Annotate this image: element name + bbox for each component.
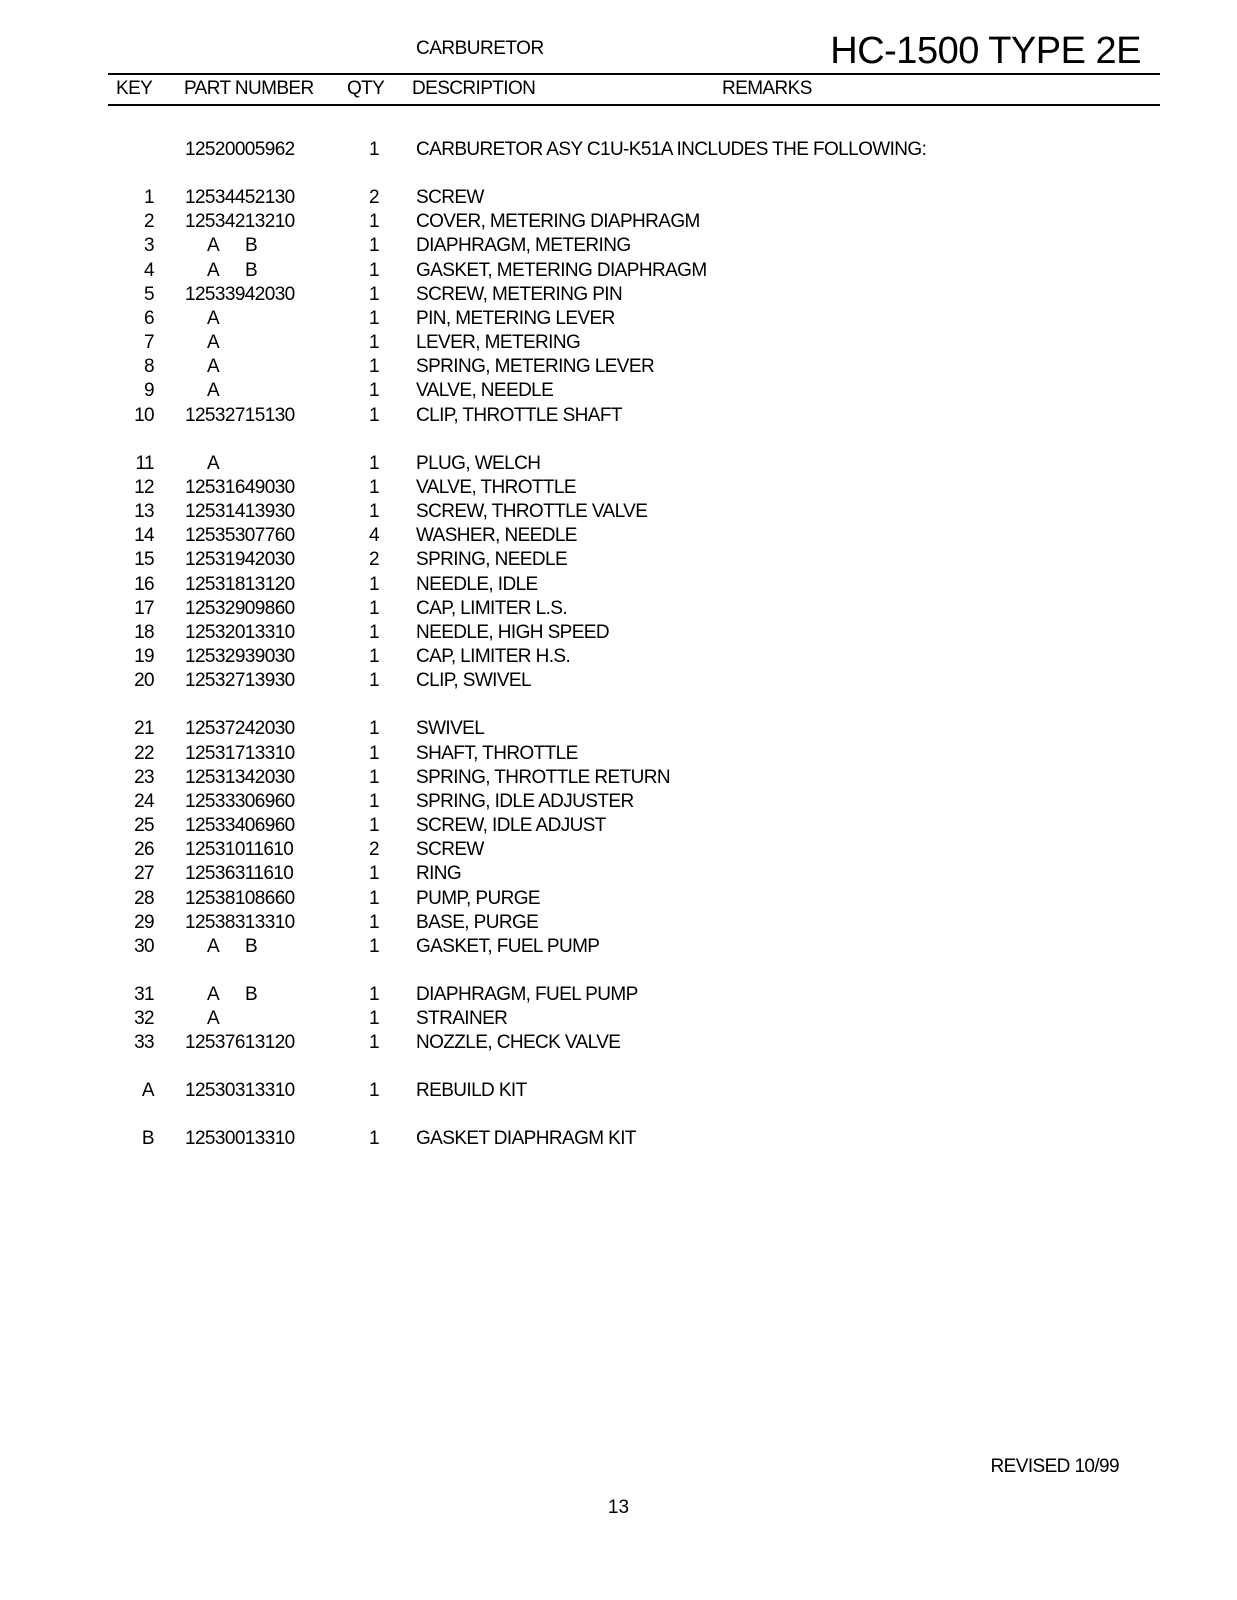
row-description: SPRING, THROTTLE RETURN <box>416 766 670 788</box>
header-top-rule <box>108 73 1160 75</box>
table-row <box>0 862 1237 886</box>
row-description: SHAFT, THROTTLE <box>416 742 578 764</box>
row-key: 1 <box>144 186 154 208</box>
row-kit-b-marker: B <box>245 259 258 281</box>
row-qty: 1 <box>369 573 379 595</box>
row-qty: 1 <box>369 139 379 160</box>
table-row <box>0 669 1237 693</box>
table-row <box>0 404 1237 428</box>
table-row <box>0 476 1237 500</box>
row-key: A <box>141 1080 154 1102</box>
row-description: SPRING, NEEDLE <box>416 549 568 571</box>
row-description: RING <box>416 863 462 885</box>
row-kit-b-marker: B <box>245 235 258 257</box>
row-key: 8 <box>144 356 154 378</box>
row-description: SPRING, IDLE ADJUSTER <box>416 790 634 812</box>
row-key: 30 <box>134 936 154 958</box>
row-description: CLIP, THROTTLE SHAFT <box>416 404 622 426</box>
row-part-number: 12534213210 <box>185 211 295 233</box>
row-key: 14 <box>134 525 154 547</box>
row-qty: 1 <box>369 984 379 1005</box>
row-key: 3 <box>144 235 154 257</box>
row-description: SCREW, THROTTLE VALVE <box>416 501 648 523</box>
row-part-number: 12538108660 <box>185 887 295 909</box>
row-kit-a-marker: A <box>207 936 220 958</box>
row-description: VALVE, THROTTLE <box>416 476 576 498</box>
table-row <box>0 621 1237 645</box>
row-description: CLIP, SWIVEL <box>416 670 531 692</box>
row-qty: 1 <box>369 356 379 378</box>
table-row <box>0 1127 1237 1151</box>
row-qty: 1 <box>369 404 379 426</box>
table-header <box>0 78 1237 100</box>
row-key: 6 <box>144 307 154 329</box>
row-qty: 1 <box>369 766 379 788</box>
row-part-number: 12530013310 <box>185 1128 295 1150</box>
row-key: 21 <box>134 718 154 740</box>
row-key: B <box>141 1128 154 1150</box>
table-row <box>0 524 1237 548</box>
row-qty: 1 <box>369 646 379 668</box>
row-key: 7 <box>144 332 154 354</box>
row-description: GASKET, METERING DIAPHRAGM <box>416 259 707 281</box>
row-key: 17 <box>134 597 154 619</box>
row-description: CAP, LIMITER L.S. <box>416 597 568 619</box>
table-row <box>0 814 1237 838</box>
row-key: 29 <box>134 911 154 933</box>
row-part-number: 12533942030 <box>185 283 295 305</box>
table-row <box>0 379 1237 403</box>
row-kit-a-marker: A <box>207 380 220 402</box>
row-qty: 1 <box>369 452 379 474</box>
row-description: SPRING, METERING LEVER <box>416 356 655 378</box>
row-part-number: 12537613120 <box>185 1032 295 1054</box>
row-qty: 1 <box>369 476 379 498</box>
row-kit-a-marker: A <box>207 332 220 354</box>
row-qty: 1 <box>369 307 379 329</box>
row-kit-a-marker: A <box>207 259 220 281</box>
row-qty: 1 <box>369 936 379 958</box>
row-description: COVER, METERING DIAPHRAGM <box>416 211 700 233</box>
table-row <box>0 1079 1237 1103</box>
table-row <box>0 742 1237 766</box>
row-key: 2 <box>144 211 154 233</box>
row-qty: 1 <box>369 887 379 909</box>
row-qty: 1 <box>369 1080 379 1102</box>
row-description: STRAINER <box>416 1008 508 1030</box>
row-key: 9 <box>144 380 154 402</box>
row-description: NEEDLE, HIGH SPEED <box>416 621 609 643</box>
row-description: SCREW, METERING PIN <box>416 283 623 305</box>
table-row <box>0 911 1237 935</box>
row-part-number: 12531011610 <box>185 839 294 861</box>
row-key: 4 <box>144 259 154 281</box>
row-qty: 1 <box>369 332 379 354</box>
row-key: 12 <box>134 476 154 498</box>
row-part-number: 12531813120 <box>185 573 295 595</box>
row-kit-a-marker: A <box>207 307 220 329</box>
row-description: PUMP, PURGE <box>416 887 540 909</box>
row-description: SCREW, IDLE ADJUST <box>416 815 606 837</box>
table-row <box>0 548 1237 572</box>
row-qty: 1 <box>369 790 379 812</box>
row-description: NOZZLE, CHECK VALVE <box>416 1032 621 1054</box>
row-key: 11 <box>135 452 154 474</box>
table-row <box>0 935 1237 959</box>
row-qty: 1 <box>369 911 379 933</box>
row-part-number: 12520005962 <box>185 139 295 160</box>
row-part-number: 12538313310 <box>185 911 295 933</box>
row-qty: 1 <box>369 1008 379 1030</box>
row-kit-b-marker: B <box>245 936 258 958</box>
row-part-number: 12536311610 <box>185 863 294 885</box>
table-row <box>0 355 1237 379</box>
column-header-part-number: PART NUMBER <box>184 78 314 99</box>
row-kit-b-marker: B <box>245 984 258 1005</box>
table-row <box>0 887 1237 911</box>
row-qty: 1 <box>369 863 379 885</box>
row-qty: 1 <box>369 621 379 643</box>
row-description: DIAPHRAGM, METERING <box>416 235 631 257</box>
row-kit-a-marker: A <box>207 235 220 257</box>
row-key: 19 <box>134 646 154 668</box>
row-kit-a-marker: A <box>207 452 220 474</box>
row-description: NEEDLE, IDLE <box>416 573 538 595</box>
revision-note: REVISED 10/99 <box>990 1456 1119 1477</box>
row-qty: 2 <box>369 186 379 208</box>
table-row <box>0 838 1237 862</box>
row-description: BASE, PURGE <box>416 911 539 933</box>
row-key: 31 <box>134 984 154 1005</box>
table-row <box>0 766 1237 790</box>
row-part-number: 12533406960 <box>185 815 295 837</box>
table-row <box>0 186 1237 210</box>
table-row <box>0 983 1237 1007</box>
row-kit-a-marker: A <box>207 1008 220 1030</box>
row-qty: 1 <box>369 742 379 764</box>
row-part-number: 12531713310 <box>185 742 295 764</box>
table-row <box>0 452 1237 476</box>
row-part-number: 12534452130 <box>185 186 295 208</box>
row-key: 20 <box>134 670 154 692</box>
row-qty: 2 <box>369 549 379 571</box>
section-title: CARBURETOR <box>416 38 544 59</box>
row-key: 33 <box>134 1032 154 1054</box>
row-description: DIAPHRAGM, FUEL PUMP <box>416 984 638 1005</box>
row-part-number: 12531342030 <box>185 766 295 788</box>
row-part-number: 12530313310 <box>185 1080 295 1102</box>
table-row <box>0 790 1237 814</box>
row-description: WASHER, NEEDLE <box>416 525 577 547</box>
column-header-qty: QTY <box>347 78 385 99</box>
header-bottom-rule <box>108 104 1160 106</box>
row-key: 18 <box>134 621 154 643</box>
row-description: CAP, LIMITER H.S. <box>416 646 571 668</box>
row-key: 25 <box>134 815 154 837</box>
row-part-number: 12532715130 <box>185 404 295 426</box>
model-title: HC-1500 TYPE 2E <box>830 30 1141 72</box>
row-part-number: 12533306960 <box>185 790 295 812</box>
row-key: 23 <box>134 766 154 788</box>
row-qty: 1 <box>369 283 379 305</box>
column-header-description: DESCRIPTION <box>412 78 536 99</box>
row-key: 26 <box>134 839 154 861</box>
table-row <box>0 259 1237 283</box>
row-key: 27 <box>134 863 154 885</box>
row-qty: 4 <box>369 525 379 547</box>
row-part-number: 12532939030 <box>185 646 295 668</box>
row-description: GASKET DIAPHRAGM KIT <box>416 1128 636 1150</box>
row-qty: 1 <box>369 670 379 692</box>
row-part-number: 12537242030 <box>185 718 295 740</box>
table-row <box>0 573 1237 597</box>
row-description: SCREW <box>416 186 484 208</box>
row-description: CARBURETOR ASY C1U-K51A INCLUDES THE FOLLOWING: <box>416 139 927 160</box>
row-description: VALVE, NEEDLE <box>416 380 554 402</box>
table-row <box>0 234 1237 258</box>
table-row <box>0 331 1237 355</box>
row-key: 32 <box>134 1008 154 1030</box>
row-part-number: 12532713930 <box>185 670 295 692</box>
row-kit-a-marker: A <box>207 356 220 378</box>
table-row <box>0 307 1237 331</box>
row-qty: 1 <box>369 501 379 523</box>
row-qty: 1 <box>369 211 379 233</box>
table-row <box>0 597 1237 621</box>
row-part-number: 12535307760 <box>185 525 295 547</box>
table-row <box>0 500 1237 524</box>
page-number: 13 <box>607 1497 630 1518</box>
row-kit-a-marker: A <box>207 984 220 1005</box>
row-qty: 1 <box>369 815 379 837</box>
table-row <box>0 1031 1237 1055</box>
row-qty: 1 <box>369 597 379 619</box>
row-description: PIN, METERING LEVER <box>416 307 615 329</box>
column-header-key: KEY <box>116 78 153 99</box>
row-description: SWIVEL <box>416 718 485 740</box>
row-description: SCREW <box>416 839 484 861</box>
row-key: 16 <box>134 573 154 595</box>
row-part-number: 12531413930 <box>185 501 295 523</box>
row-key: 13 <box>134 501 154 523</box>
table-row <box>0 1007 1237 1031</box>
row-key: 5 <box>144 283 154 305</box>
table-row <box>0 283 1237 307</box>
row-description: REBUILD KIT <box>416 1080 527 1102</box>
row-key: 22 <box>134 742 154 764</box>
row-qty: 1 <box>369 259 379 281</box>
row-qty: 1 <box>369 380 379 402</box>
row-key: 15 <box>134 549 154 571</box>
row-part-number: 12531649030 <box>185 476 295 498</box>
row-qty: 1 <box>369 1032 379 1054</box>
row-part-number: 12531942030 <box>185 549 295 571</box>
parts-table-body <box>0 138 1237 1152</box>
row-part-number: 12532909860 <box>185 597 295 619</box>
table-row <box>0 717 1237 741</box>
row-key: 24 <box>134 790 154 812</box>
row-qty: 2 <box>369 839 379 861</box>
column-header-remarks: REMARKS <box>722 78 812 99</box>
row-description: GASKET, FUEL PUMP <box>416 936 600 958</box>
table-row <box>0 138 1237 162</box>
row-part-number: 12532013310 <box>185 621 295 643</box>
row-qty: 1 <box>369 718 379 740</box>
row-key: 28 <box>134 887 154 909</box>
row-qty: 1 <box>369 1128 379 1150</box>
row-description: PLUG, WELCH <box>416 452 541 474</box>
table-row <box>0 645 1237 669</box>
row-key: 10 <box>134 404 154 426</box>
table-row <box>0 210 1237 234</box>
row-description: LEVER, METERING <box>416 332 581 354</box>
row-qty: 1 <box>369 235 379 257</box>
